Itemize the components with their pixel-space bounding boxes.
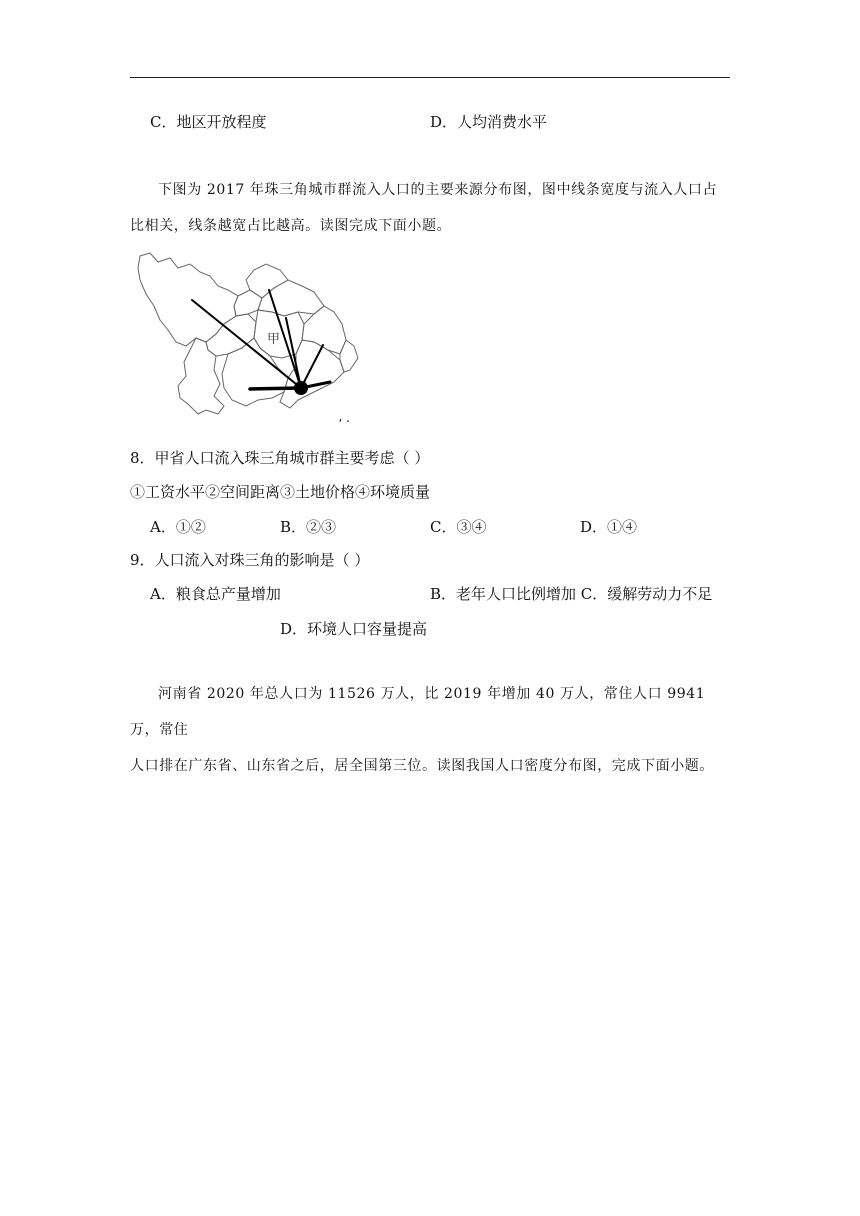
yunnan-outline xyxy=(178,338,224,414)
option-c-prev: C．地区开放程度 xyxy=(150,113,267,131)
corner-mark: ⸴ . xyxy=(339,411,350,425)
province-outlines xyxy=(138,253,358,414)
flow-line-jiangxi xyxy=(301,345,323,388)
fujian-outline xyxy=(340,340,358,372)
migration-lines xyxy=(192,290,330,389)
q8-option-b: B．②③ xyxy=(280,518,337,536)
hubei-outline xyxy=(258,280,324,316)
q8-option-c: C．③④ xyxy=(430,518,487,536)
q8-option-d: D．①④ xyxy=(580,518,638,536)
q8-stem: 8．甲省人口流入珠三角城市群主要考虑（ ） xyxy=(130,449,430,467)
guangxi-outline xyxy=(222,338,288,406)
q9-option-a: A．粮食总产量增加 xyxy=(150,585,281,603)
intro2-line1: 河南省 2020 年总人口为 11526 万人，比 2019 年增加 40 万人，常住人口 9941 万，常住 xyxy=(130,686,706,738)
q9-option-d: D．环境人口容量提高 xyxy=(280,620,428,638)
guizhou-outline xyxy=(206,314,256,356)
option-d-prev: D．人均消费水平 xyxy=(430,113,548,131)
q8-items: ①工资水平②空间距离③土地价格④环境质量 xyxy=(130,483,431,501)
intro-paragraph-2 xyxy=(130,676,730,784)
flow-line-guangxi xyxy=(250,388,301,389)
migration-source-map xyxy=(128,250,364,430)
shaanxi-outline xyxy=(246,264,288,298)
intro1-line1: 下图为 2017 年珠三角城市群流入人口的主要来源分布图，图中线条宽度与流入人口占 xyxy=(158,182,718,198)
intro1-line2: 比相关，线条越宽占比越高。读图完成下面小题。 xyxy=(130,218,452,234)
q9-option-bc: B．老年人口比例增加 C．缓解劳动力不足 xyxy=(430,585,713,603)
header-rule xyxy=(130,77,730,78)
sichuan-outline xyxy=(138,253,238,346)
q9-stem: 9．人口流入对珠三角的影响是（ ） xyxy=(130,551,370,569)
flow-line-sichuan xyxy=(192,300,301,388)
intro-paragraph-1 xyxy=(130,172,730,244)
pearl-river-delta-dot xyxy=(294,381,308,395)
q8-option-a: A．①② xyxy=(150,518,206,536)
intro2-line2: 人口排在广东省、山东省之后，居全国第三位。读图我国人口密度分布图，完成下面小题。 xyxy=(130,758,714,774)
label-jia: 甲 xyxy=(267,332,281,347)
